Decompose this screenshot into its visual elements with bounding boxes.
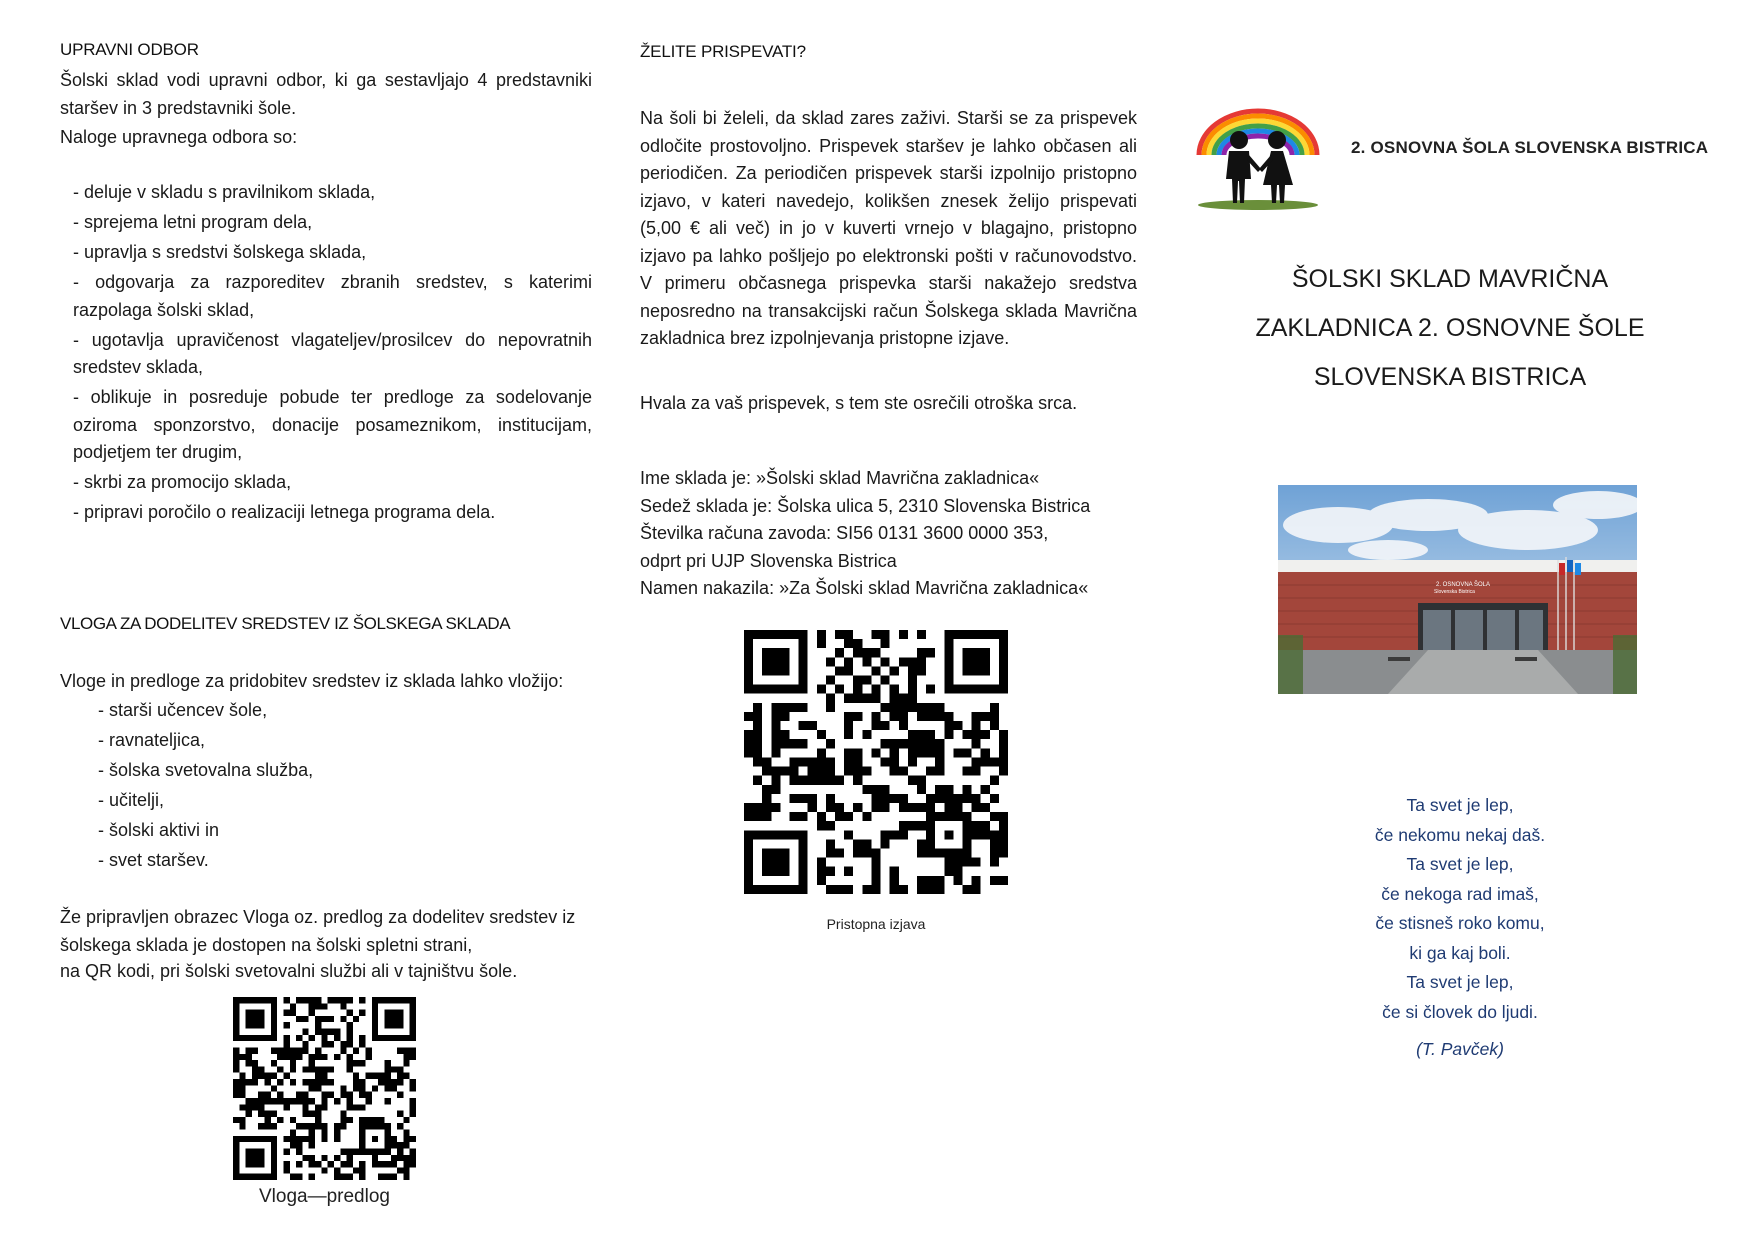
- task-item: - odgovarja za razporeditev zbranih sredstev, s katerimi razpolaga šolski sklad,: [73, 269, 592, 324]
- fund-info-line: odprt pri UJP Slovenska Bistrica: [640, 550, 897, 571]
- task-item: - pripravi poročilo o realizaciji letnega programa dela.: [73, 499, 592, 527]
- fund-info-line: Sedež sklada je: Šolska ulica 5, 2310 Slovenska Bistrica: [640, 495, 1091, 516]
- thanks-text: Hvala za vaš prispevek, s tem ste osrečili otroška srca.: [640, 393, 1078, 413]
- brochure-title: [1220, 255, 1680, 402]
- poem-lines: [1310, 791, 1610, 1027]
- school-name: 2. OSNOVNA ŠOLA SLOVENSKA BISTRICA: [1351, 137, 1709, 157]
- applicants-intro: Vloge in predloge za pridobitev sredstev iz sklada lahko vložijo:: [60, 671, 564, 691]
- task-item: - ugotavlja upravičenost vlagateljev/prosilcev do nepovratnih sredstev sklada,: [73, 327, 592, 382]
- fund-info: [640, 465, 1160, 603]
- applicant-item: - šolska svetovalna služba,: [98, 757, 578, 785]
- qr-code-pristopna[interactable]: [744, 630, 1008, 894]
- poem-line: če si človek do ljudi.: [1382, 1001, 1538, 1022]
- school-building-illustration: [1278, 485, 1637, 694]
- fund-info-line: Številka računa zavoda: SI56 0131 3600 0000 353,: [640, 523, 1049, 543]
- building-sign-1: 2. OSNOVNA ŠOLA: [1436, 582, 1491, 588]
- building-sign-2: Slovenska Bistrica: [1434, 589, 1475, 595]
- task-item: - deluje v skladu s pravilnikom sklada,: [73, 179, 592, 207]
- form-note-qr: na QR kodi, pri šolski svetovalni službi ali v tajništvu šole.: [60, 961, 518, 981]
- applicant-item: - starši učencev šole,: [98, 697, 578, 725]
- poem-line: če nekoga rad imaš,: [1381, 883, 1539, 904]
- fund-info-line: Ime sklada je: »Šolski sklad Mavrična zakladnica«: [640, 468, 1040, 488]
- applicant-item: - svet staršev.: [98, 847, 578, 875]
- poem-author: (T. Pavček): [1416, 1039, 1504, 1059]
- qr-caption-vloga: Vloga—predlog: [259, 1186, 390, 1207]
- upravni-odbor-intro: Šolski sklad vodi upravni odbor, ki ga sestavljajo 4 predstavniki staršev in 3 predstavniki šole.: [60, 70, 592, 118]
- qr-code-pristopna-graphic: [744, 630, 1008, 894]
- applicant-item: - šolski aktivi in: [98, 817, 578, 845]
- task-item: - skrbi za promocijo sklada,: [73, 469, 592, 497]
- poem-line: če stisneš roko komu,: [1375, 913, 1545, 933]
- poem-line: ki ga kaj boli.: [1409, 942, 1511, 963]
- applicants-list: [98, 697, 578, 877]
- form-note: Že pripravljen obrazec Vloga oz. predlog za dodelitev sredstev iz šolskega sklada je dostopen na šolski spletni strani,: [60, 907, 576, 955]
- heading-vloga: VLOGA ZA DODELITEV SREDSTEV IZ ŠOLSKEGA SKLADA: [60, 614, 511, 633]
- poem-line: Ta svet je lep,: [1406, 795, 1514, 815]
- fund-info-line: Namen nakazila: »Za Šolski sklad Mavrična zakladnica«: [640, 578, 1089, 598]
- task-item: - upravlja s sredstvi šolskega sklada,: [73, 239, 592, 267]
- contribute-paragraph: Na šoli bi želeli, da sklad zares zaživi. Starši se za prispevek odločite prostovoljno. Prispevek staršev je lahko občasen ali periodičen. Za periodičen prispevek starši izpolnijo pristopno izjavo, v kateri navedejo, kolikšen znesek želijo prispevati (5,00 € ali več) in jo v kuverti vrnejo v blagajno, pristopno izjavo pa lahko pošljejo po elektronski pošti v računovodstvo. V primeru občasnega prispevka starši nakažejo sredstva neposredno na transakcijski račun Šolskega sklada Mavrična zakladnica brez izpolnjevanja pristopne izjave.: [640, 108, 1137, 348]
- school-logo-block: [1193, 105, 1708, 210]
- qr-code-vloga-graphic: [233, 997, 416, 1180]
- school-building-photo: [1278, 485, 1637, 694]
- poem: [1310, 791, 1610, 1065]
- applicant-item: - učitelji,: [98, 787, 578, 815]
- tasks-list: [73, 179, 592, 529]
- heading-upravni-odbor: UPRAVNI ODBOR: [60, 40, 199, 59]
- heading-zelite-prispevati: ŽELITE PRISPEVATI?: [640, 42, 806, 61]
- task-item: - sprejema letni program dela,: [73, 209, 592, 237]
- poem-line: Ta svet je lep,: [1406, 854, 1514, 874]
- title-line: ŠOLSKI SKLAD MAVRIČNA: [1291, 265, 1609, 293]
- rainbow-children-logo: [1193, 105, 1323, 210]
- poem-line: če nekomu nekaj daš.: [1374, 824, 1546, 845]
- qr-caption-pristopna: Pristopna izjava: [826, 916, 926, 932]
- title-line: ZAKLADNICA 2. OSNOVNE ŠOLE: [1255, 314, 1645, 342]
- qr-code-vloga[interactable]: [233, 997, 416, 1180]
- title-line: SLOVENSKA BISTRICA: [1313, 363, 1587, 391]
- poem-line: Ta svet je lep,: [1406, 972, 1514, 992]
- applicant-item: - ravnateljica,: [98, 727, 578, 755]
- tasks-intro: Naloge upravnega odbora so:: [60, 127, 298, 147]
- task-item: - oblikuje in posreduje pobude ter predloge za sodelovanje oziroma sponzorstvo, donacije posameznikom, institucijam, podjetjem ter drugim,: [73, 384, 592, 467]
